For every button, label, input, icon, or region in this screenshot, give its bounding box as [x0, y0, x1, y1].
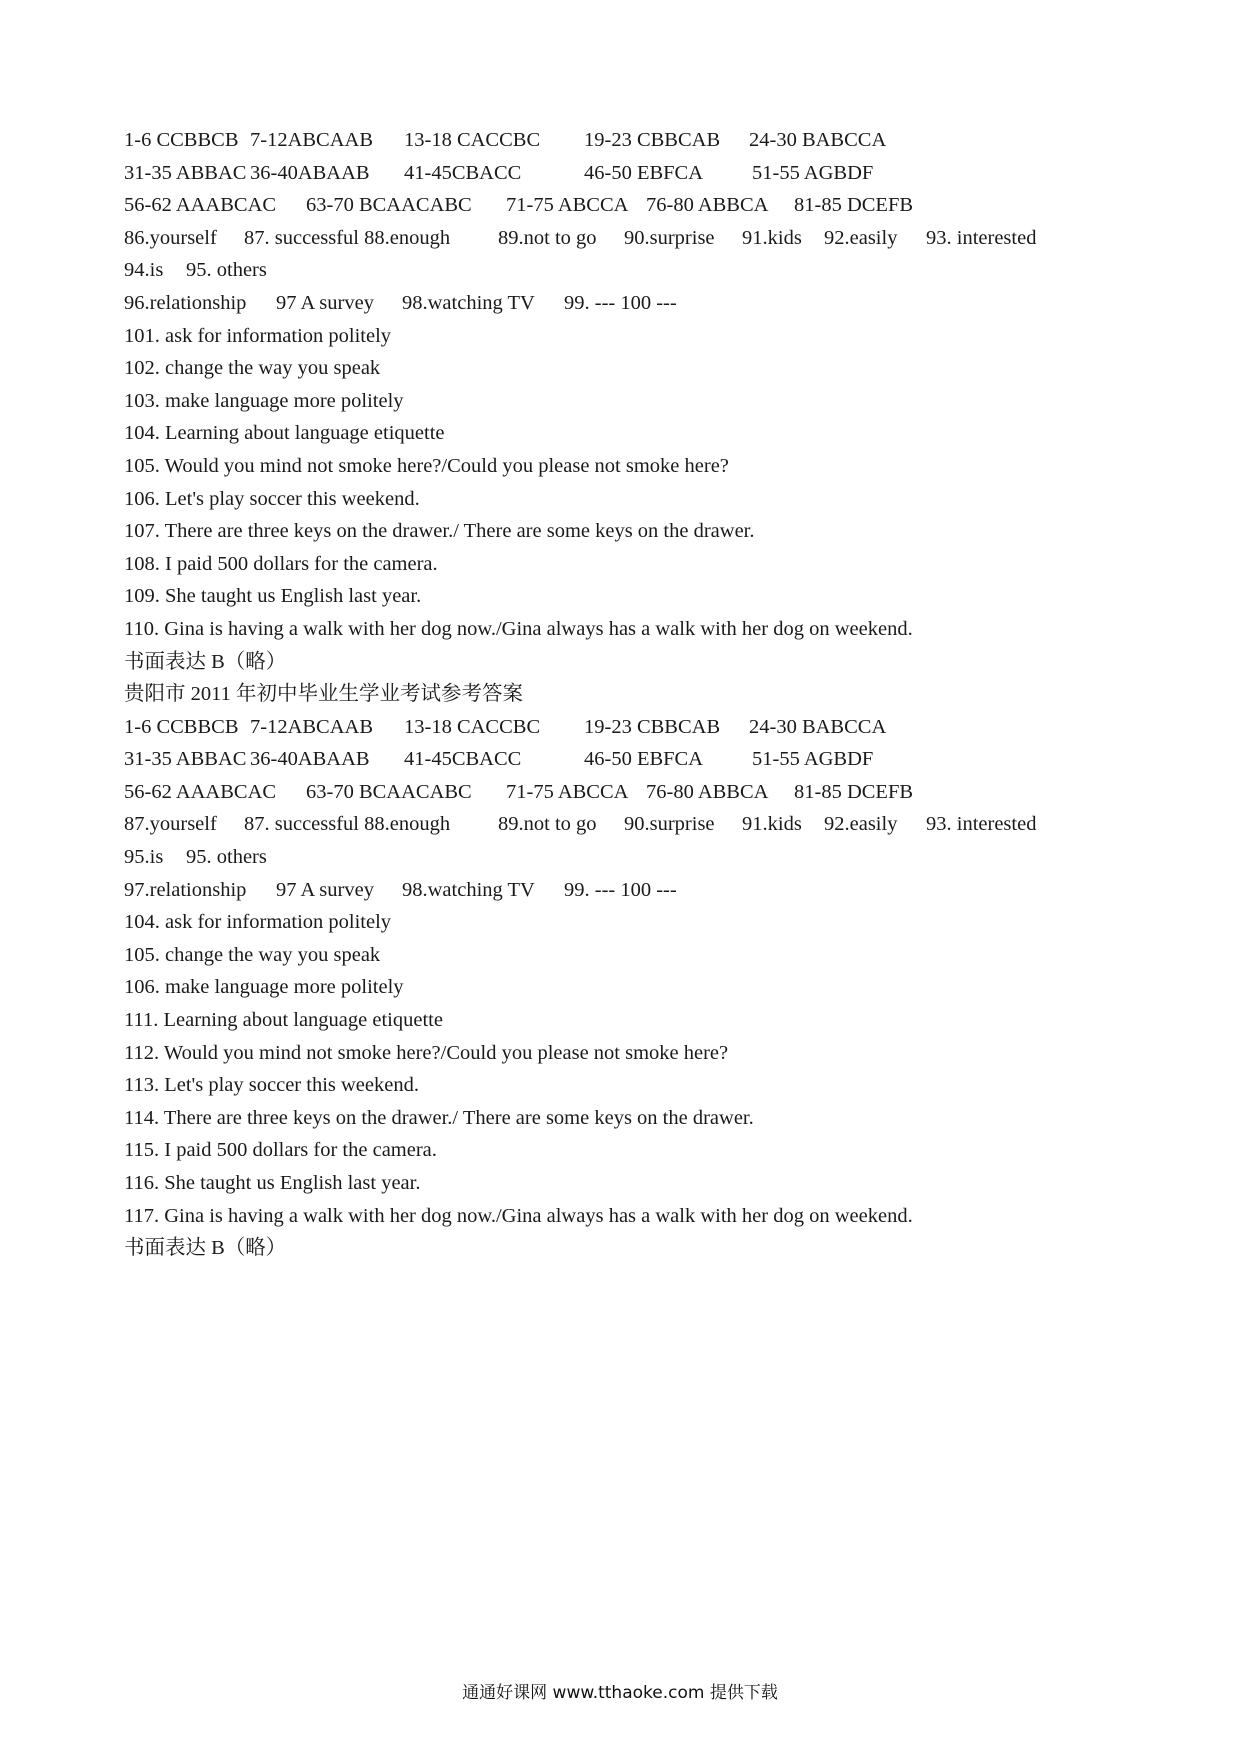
answer-line: 113. Let's play soccer this weekend. — [124, 1074, 419, 1097]
writing-section-note: 书面表达 B（略） — [124, 1237, 287, 1260]
answer-group: 90.surprise — [624, 813, 715, 836]
answer-group: 36-40ABAAB — [250, 748, 370, 771]
answer-group: 92.easily — [824, 226, 898, 249]
answer-line: 107. There are three keys on the drawer./ There are some keys on the drawer. — [124, 520, 755, 543]
answer-group: 51-55 AGBDF — [752, 748, 874, 771]
answer-line: 106. make language more politely — [124, 976, 404, 999]
answer-group: 89.not to go — [498, 226, 597, 249]
answer-group: 19-23 CBBCAB — [584, 129, 721, 151]
answer-group: 99. --- 100 --- — [564, 291, 677, 314]
answer-group: 63-70 BCAACABC — [306, 194, 472, 217]
answer-group: 13-18 CACCBC — [404, 715, 541, 738]
answer-group: 98.watching TV — [402, 291, 535, 314]
answer-group: 93. interested — [926, 813, 1037, 836]
answer-group: 41-45CBACC — [404, 161, 522, 184]
page-footer: 通通好课网 www.tthaoke.com 提供下载 — [462, 1683, 778, 1703]
answer-line — [124, 189, 1124, 222]
answer-group: 95. others — [186, 259, 267, 282]
answer-group: 76-80 ABBCA — [646, 194, 769, 217]
answer-line: 105. Would you mind not smoke here?/Could you please not smoke here? — [124, 454, 729, 477]
answer-line: 101. ask for information politely — [124, 324, 392, 347]
answer-group: 71-75 ABCCA — [506, 194, 629, 217]
answer-line: 104. Learning about language etiquette — [124, 422, 445, 445]
answer-line: 104. ask for information politely — [124, 911, 392, 934]
answer-key-body — [124, 124, 1124, 1265]
answer-line: 111. Learning about language etiquette — [124, 1009, 443, 1032]
answer-group: 7-12ABCAAB — [250, 129, 374, 151]
answer-line — [124, 287, 1124, 320]
answer-group: 90.surprise — [624, 226, 715, 249]
answer-line — [124, 776, 1124, 809]
answer-group: 95. others — [186, 846, 267, 869]
answer-group: 92.easily — [824, 813, 898, 836]
answer-group: 46-50 EBFCA — [584, 748, 704, 771]
answer-group: 56-62 AAABCAC — [124, 194, 277, 217]
answer-group: 24-30 BABCCA — [749, 715, 887, 738]
answer-line: 108. I paid 500 dollars for the camera. — [124, 552, 438, 575]
answer-line: 117. Gina is having a walk with her dog now./Gina always has a walk with her dog on weekend. — [124, 1204, 913, 1227]
answer-group: 13-18 CACCBC — [404, 129, 541, 151]
answer-group: 19-23 CBBCAB — [584, 715, 721, 738]
answer-group: 96.relationship — [124, 291, 247, 314]
answer-group: 51-55 AGBDF — [752, 161, 874, 184]
answer-group: 31-35 ABBAC — [124, 161, 247, 184]
answer-group: 86.yourself — [124, 226, 217, 249]
answer-line: 109. She taught us English last year. — [124, 585, 422, 608]
answer-line — [124, 157, 1124, 190]
answer-group: 1-6 CCBBCB — [124, 715, 239, 738]
answer-group: 99. --- 100 --- — [564, 878, 677, 901]
answer-group: 81-85 DCEFB — [794, 194, 914, 217]
answer-group: 97 A survey — [276, 878, 374, 901]
answer-group: 97 A survey — [276, 291, 374, 314]
answer-line — [124, 841, 1124, 874]
answer-line — [124, 254, 1124, 287]
section-title: 贵阳市 2011 年初中毕业生学业考试参考答案 — [124, 683, 523, 706]
answer-line — [124, 222, 1124, 255]
answer-line — [124, 124, 1124, 157]
answer-group: 24-30 BABCCA — [749, 129, 887, 151]
writing-section-note: 书面表达 B（略） — [124, 650, 287, 673]
answer-line: 116. She taught us English last year. — [124, 1172, 421, 1194]
answer-line — [124, 711, 1124, 744]
answer-group: 71-75 ABCCA — [506, 780, 629, 803]
answer-group: 98.watching TV — [402, 878, 535, 901]
answer-group: 36-40ABAAB — [250, 161, 370, 184]
answer-line: 112. Would you mind not smoke here?/Could you please not smoke here? — [124, 1041, 729, 1064]
answer-line — [124, 808, 1124, 841]
answer-line: 110. Gina is having a walk with her dog now./Gina always has a walk with her dog on weekend. — [124, 617, 913, 640]
answer-line: 103. make language more politely — [124, 389, 404, 412]
answer-group: 76-80 ABBCA — [646, 780, 769, 803]
answer-group: 7-12ABCAAB — [250, 715, 374, 738]
answer-group: 87. successful 88.enough — [244, 813, 451, 836]
answer-line: 102. change the way you speak — [124, 357, 381, 380]
answer-group: 46-50 EBFCA — [584, 161, 704, 184]
answer-group: 97.relationship — [124, 878, 247, 901]
answer-group: 94.is — [124, 259, 164, 282]
answer-group: 91.kids — [742, 813, 802, 836]
answer-line — [124, 874, 1124, 907]
answer-group: 87. successful 88.enough — [244, 226, 451, 249]
answer-line: 114. There are three keys on the drawer./ There are some keys on the drawer. — [124, 1106, 754, 1129]
answer-group: 63-70 BCAACABC — [306, 780, 472, 803]
answer-group: 89.not to go — [498, 813, 597, 836]
answer-line: 115. I paid 500 dollars for the camera. — [124, 1139, 437, 1162]
answer-line — [124, 743, 1124, 776]
answer-group: 93. interested — [926, 226, 1037, 249]
answer-group: 41-45CBACC — [404, 748, 522, 771]
answer-line: 106. Let's play soccer this weekend. — [124, 487, 420, 510]
answer-line: 105. change the way you speak — [124, 943, 381, 966]
answer-group: 1-6 CCBBCB — [124, 129, 239, 151]
answer-group: 81-85 DCEFB — [794, 780, 914, 803]
answer-group: 31-35 ABBAC — [124, 748, 247, 771]
answer-group: 91.kids — [742, 226, 802, 249]
answer-group: 95.is — [124, 846, 164, 869]
answer-group: 56-62 AAABCAC — [124, 780, 277, 803]
answer-group: 87.yourself — [124, 813, 217, 836]
